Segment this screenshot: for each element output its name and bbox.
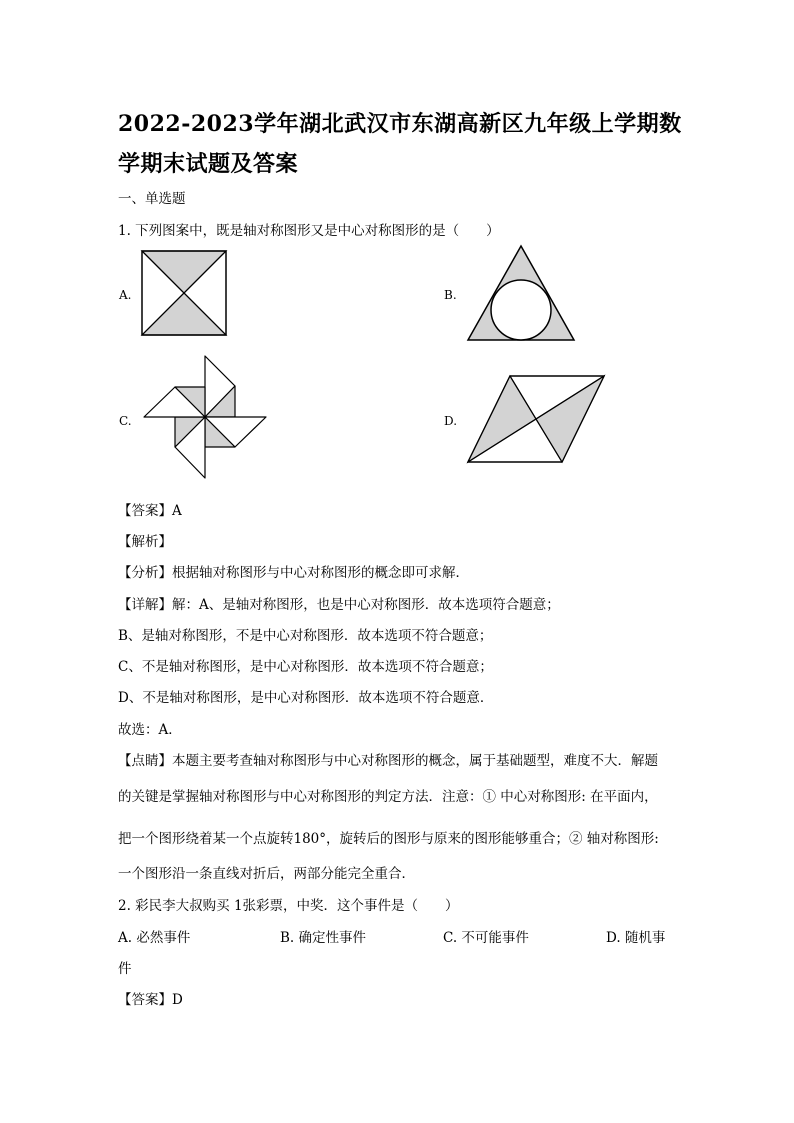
q1-detail-line: C、不是轴对称图形，是中心对称图形．故本选项不符合题意； (118, 659, 493, 675)
figure-a-square-with-diagonals (140, 249, 228, 337)
question-2-stem: 2. 彩民李大叔购买 1张彩票，中奖．这个事件是（ ） (118, 898, 459, 914)
option-c-label: C. (119, 414, 132, 428)
q2-option-a: A. 必然事件 (118, 930, 191, 946)
q1-comment-line: 一个图形沿一条直线对折后，两部分能完全重合． (118, 866, 415, 882)
q2-answer: 【答案】D (118, 992, 183, 1008)
q2-option-d: D. 随机事 (606, 930, 666, 946)
page-title: 2022-2023学年湖北武汉市东湖高新区九年级上学期数学期末试题及答案 (118, 111, 682, 177)
q1-detail-line: 【详解】解：A、是轴对称图形，也是中心对称图形．故本选项符合题意； (118, 597, 560, 613)
question-1-stem: 1. 下列图案中，既是轴对称图形又是中心对称图形的是（ ） (118, 223, 500, 239)
q1-detail-line: B、是轴对称图形，不是中心对称图形．故本选项不符合题意； (118, 628, 493, 644)
figure-d-parallelogram (466, 374, 608, 464)
q1-comment-line: 的关键是掌握轴对称图形与中心对称图形的判定方法．注意：① 中心对称图形: 在平面内， (118, 789, 658, 805)
option-d-label: D. (444, 414, 458, 428)
option-b-label: B. (444, 288, 457, 302)
q1-choice: 故选：A． (118, 722, 182, 738)
figure-c-pinwheel (142, 354, 268, 480)
q1-answer: 【答案】A (118, 503, 182, 519)
q1-analysis-heading: 【解析】 (118, 534, 172, 550)
q2-option-b: B. 确定性事件 (280, 930, 367, 946)
q1-analysis: 【分析】根据轴对称图形与中心对称图形的概念即可求解． (118, 565, 469, 581)
q1-comment-line: 把一个图形绕着某一个点旋转180°，旋转后的图形与原来的图形能够重合；② 轴对称图形: (118, 831, 659, 847)
q1-comment-line: 【点睛】本题主要考查轴对称图形与中心对称图形的概念，属于基础题型，难度不大．解题 (118, 753, 658, 769)
q2-option-d-wrap: 件 (118, 961, 132, 977)
option-a-label: A. (119, 288, 132, 302)
q2-option-c: C. 不可能事件 (443, 930, 529, 946)
figure-b-triangle-with-incircle (466, 244, 576, 342)
q1-detail-line: D、不是轴对称图形，是中心对称图形．故本选项不符合题意． (118, 690, 494, 706)
section-heading: 一、单选题 (118, 191, 186, 207)
